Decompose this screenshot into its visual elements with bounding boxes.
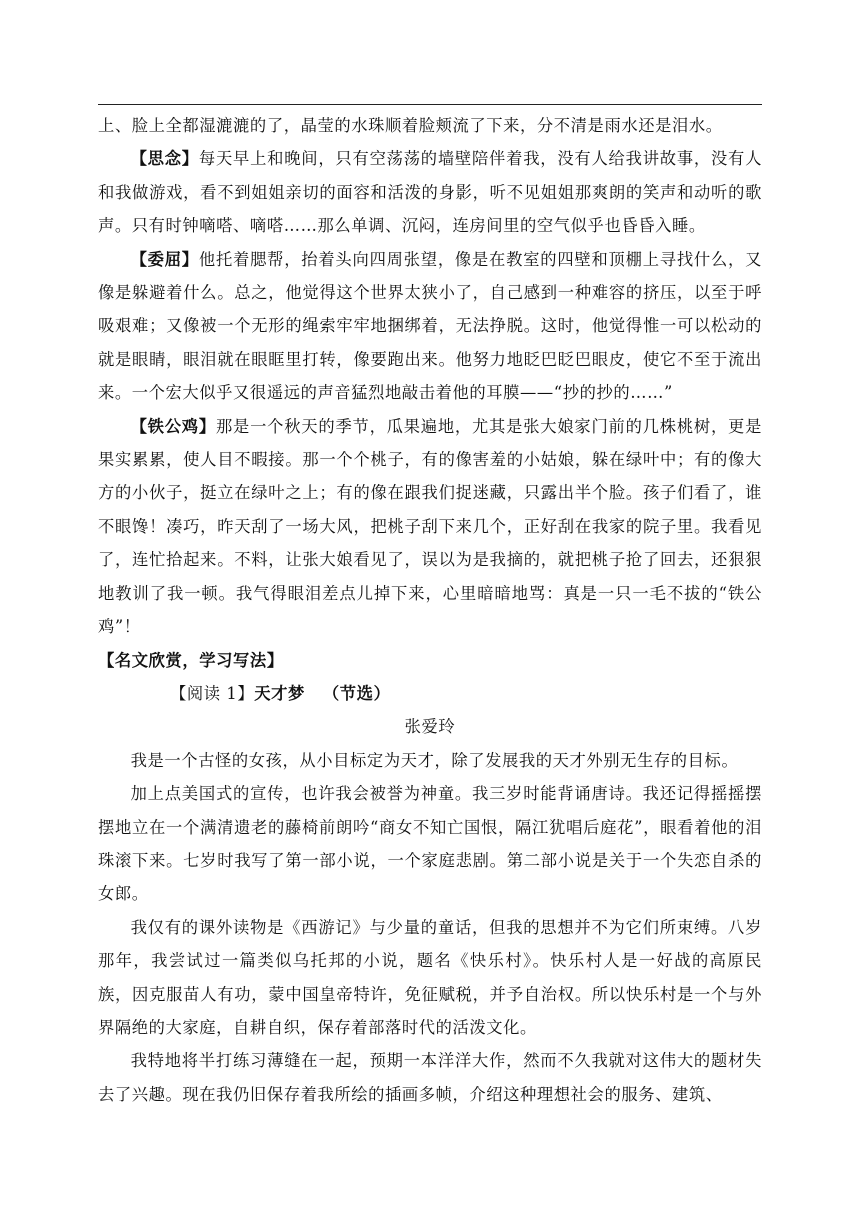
reading-title-line: [98, 677, 762, 710]
example-paragraph-miser: [98, 410, 762, 644]
example-tag: 【思念】: [130, 149, 199, 169]
example-text: 每天早上和晚间，只有空荡荡的墙壁陪伴着我，没有人给我讲故事，没有人和我做游戏，看不到姐姐亲切的面容和活泼的身影，听不见姐姐那爽朗的笑声和动听的歌声。只有时钟嘀嗒、嘀嗒……那么单调、沉闷，连房间里的空气似乎也昏昏入睡。: [98, 149, 762, 236]
section-heading: 【名文欣赏，学习写法】: [98, 650, 284, 670]
reading-paragraph: 加上点美国式的宣传，也许我会被誉为神童。我三岁时能背诵唐诗。我还记得摇摇摆摆地立在一个满清遗老的藤椅前朗吟“商女不知亡国恨，隔江犹唱后庭花”，眼看着他的泪珠滚下来。七岁时我写了第一部小说，一个家庭悲剧。第二部小说是关于一个失恋自杀的女郎。: [98, 784, 762, 904]
reading-paragraph: 我是一个古怪的女孩，从小目标定为天才，除了发展我的天才外别无生存的目标。: [130, 750, 739, 770]
example-tag: 【铁公鸡】: [130, 416, 216, 436]
example-paragraph-missing: [98, 142, 762, 242]
example-text: 那是一个秋天的季节，瓜果遍地，尤其是张大娘家门前的几株桃树，更是果实累累，使人目不暇接。那一个个桃子，有的像害羞的小姑娘，躲在绿叶中；有的像大方的小伙子，挺立在绿叶之上；有的像在跟我们捉迷藏，只露出半个脸。孩子们看了，谁不眼馋！凑巧，昨天刮了一场大风，把桃子刮下来几个，正好刮在我家的院子里。我看见了，连忙拾起来。不料，让张大娘看见了，误以为是我摘的，就把桃子抢了回去，还狠狠地教训了我一顿。我气得眼泪差点儿掉下来，心里暗暗地骂：真是一只一毛不拔的“铁公鸡”！: [98, 416, 762, 637]
header-rule: [98, 104, 762, 105]
continuation-text: 上、脸上全都湿漉漉的了，晶莹的水珠顺着脸颊流了下来，分不清是雨水还是泪水。: [98, 116, 723, 135]
example-paragraph-grievance: [98, 243, 762, 410]
reading-note: （节选）: [322, 683, 391, 703]
reading-label: 【阅读 1】: [170, 683, 255, 703]
reading-paragraph: 我仅有的课外读物是《西游记》与少量的童话，但我的思想并不为它们所束缚。八岁那年，我尝试过一篇类似乌托邦的小说，题名《快乐村》。快乐村人是一好战的高原民族，因克服苗人有功，蒙中国皇帝特许，免征赋税，并予自治权。所以快乐村是一个与外界隔绝的大家庭，自耕自织，保存着部落时代的活泼文化。: [98, 917, 762, 1037]
reading-paragraph: 我特地将半打练习薄缝在一起，预期一本洋洋大作，然而不久我就对这伟大的题材失去了兴趣。现在我仍旧保存着我所绘的插画多帧，介绍这种理想社会的服务、建筑、: [98, 1051, 762, 1104]
reading-title: 天才梦: [254, 683, 305, 703]
document-body: [98, 109, 762, 1111]
example-text: 他托着腮帮，抬着头向四周张望，像是在教室的四壁和顶棚上寻找什么，又像是躲避着什么。总之，他觉得这个世界太狭小了，自己感到一种难容的挤压，以至于呼吸艰难；又像被一个无形的绳索牢牢地捆绑着，无法挣脱。这时，他觉得惟一可以松动的就是眼睛，眼泪就在眼眶里打转，像要跑出来。他努力地眨巴眨巴眼皮，使它不至于流出来。一个宏大似乎又很遥远的声音猛烈地敲击着他的耳膜——“抄的抄的……”: [98, 249, 762, 403]
reading-author: 张爱玲: [404, 717, 456, 737]
example-tag: 【委屈】: [130, 249, 199, 269]
